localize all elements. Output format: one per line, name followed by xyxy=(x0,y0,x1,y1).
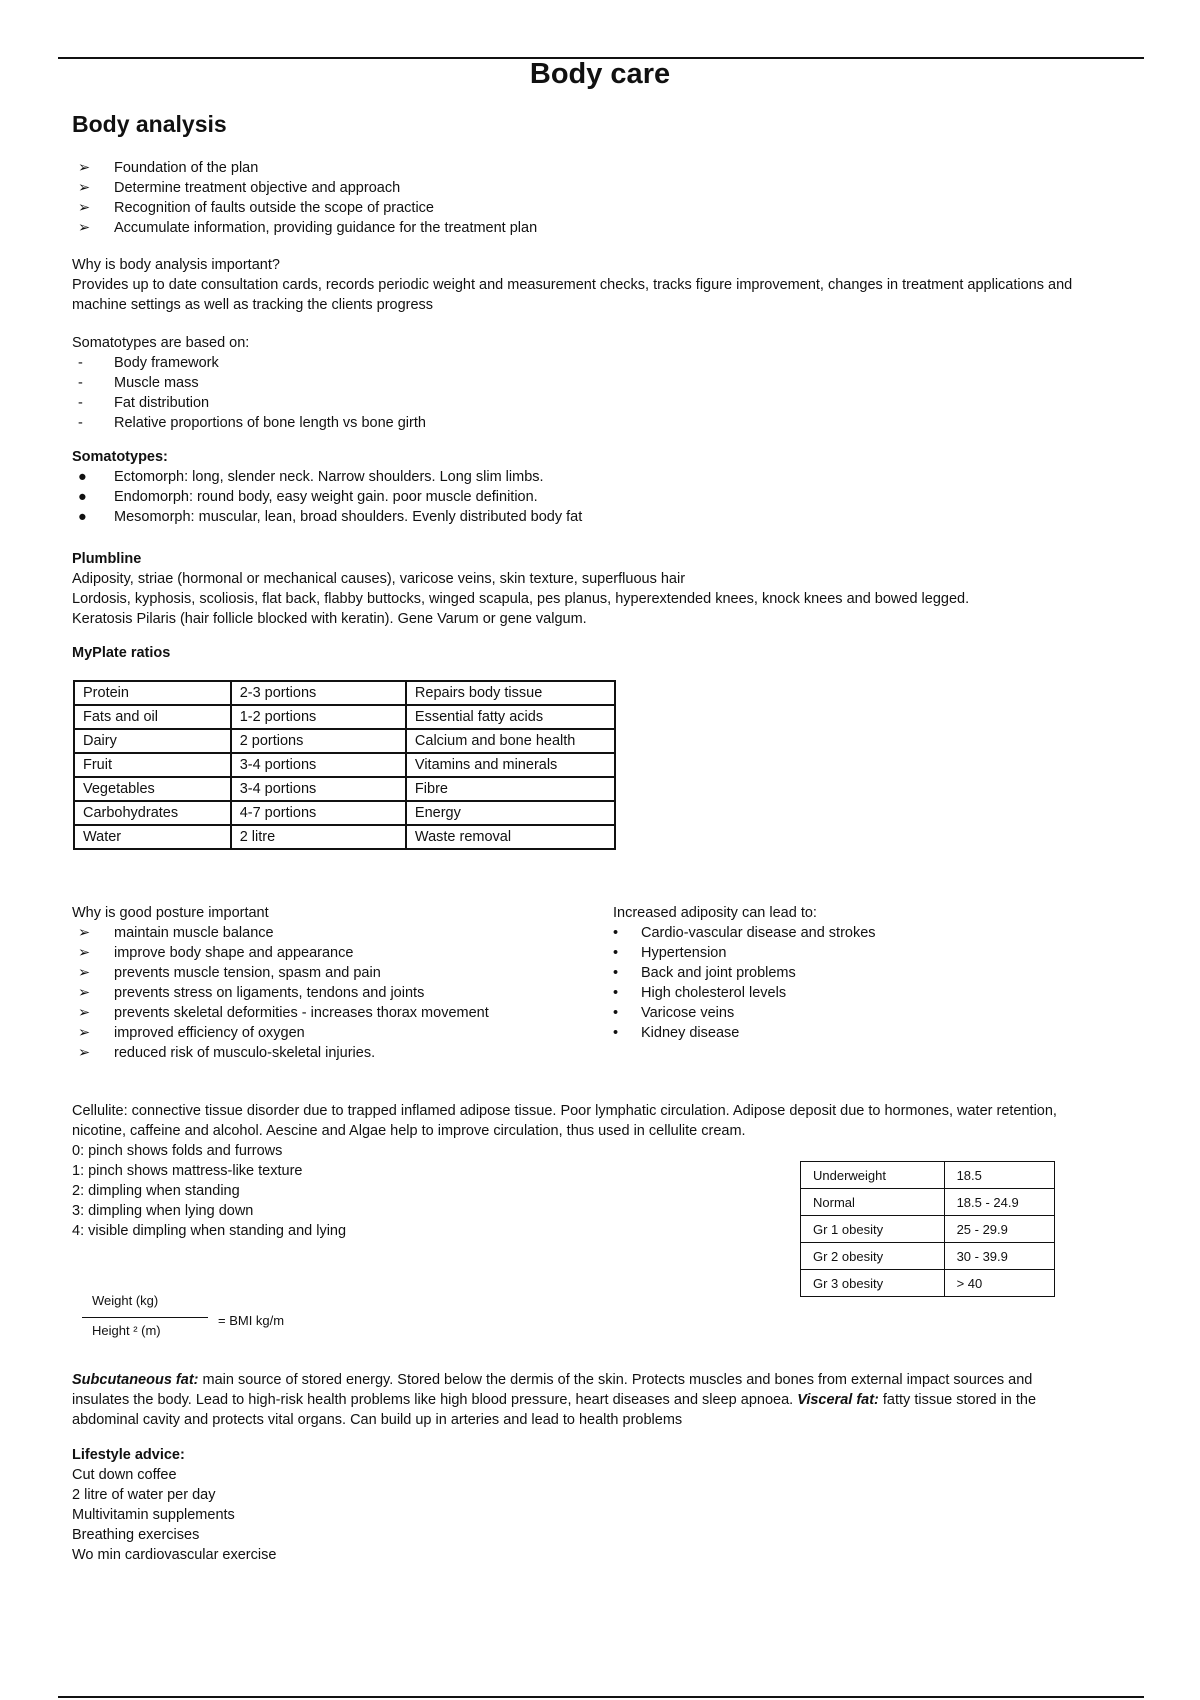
adiposity-block xyxy=(613,903,1113,1043)
list-item: • Kidney disease xyxy=(613,1025,740,1041)
table-cell: Underweight xyxy=(801,1162,945,1189)
dash-bullet-icon: - xyxy=(78,395,83,411)
lifestyle-item: Breathing exercises xyxy=(72,1527,200,1543)
table-row xyxy=(801,1189,1055,1216)
plumbline-heading: Plumbline xyxy=(72,551,142,567)
why-answer: Provides up to date consultation cards, records periodic weight and measurement checks, tracks figure improvement, changes in treatment applications and machine settings as well as tracking the clients progress xyxy=(72,277,1073,313)
document-title: Body care xyxy=(529,58,671,90)
table-cell: Essential fatty acids xyxy=(406,705,615,729)
table-row xyxy=(801,1216,1055,1243)
cellulite-grade: 4: visible dimpling when standing and lying xyxy=(72,1223,347,1239)
why-question: Why is body analysis important? xyxy=(72,257,280,273)
plumbline-line: Lordosis, kyphosis, scoliosis, flat back, flabby buttocks, winged scapula, pes planus, hyperextended knees, knock knees and bowed legged. xyxy=(72,591,970,607)
cellulite-grade: 0: pinch shows folds and furrows xyxy=(72,1143,283,1159)
cellulite-grade: 2: dimpling when standing xyxy=(72,1183,240,1199)
table-cell: 25 - 29.9 xyxy=(944,1216,1054,1243)
table-row xyxy=(74,825,615,849)
cellulite-grades xyxy=(72,1141,572,1241)
table-cell: Water xyxy=(74,825,231,849)
list-item: - Muscle mass xyxy=(78,375,199,391)
arrow-bullet-icon: ➢ xyxy=(78,985,91,1001)
intro-bullet-list xyxy=(72,158,1072,238)
arrow-bullet-icon: ➢ xyxy=(78,1025,91,1041)
list-item: • Cardio-vascular disease and strokes xyxy=(613,925,876,941)
somatotypes-heading: Somatotypes: xyxy=(72,449,168,465)
fat-paragraph xyxy=(72,1370,1082,1430)
arrow-bullet-icon: ➢ xyxy=(78,200,91,216)
dot-bullet-icon: • xyxy=(613,1025,619,1041)
arrow-bullet-icon: ➢ xyxy=(78,965,91,981)
arrow-bullet-icon: ➢ xyxy=(78,925,91,941)
dot-bullet-icon: • xyxy=(613,1005,619,1021)
dot-bullet-icon: • xyxy=(613,985,619,1001)
arrow-bullet-icon: ➢ xyxy=(78,160,91,176)
table-cell: Fats and oil xyxy=(74,705,231,729)
subcutaneous-fat-text: main source of stored energy. Stored below the dermis of the skin. Protects muscles and bones from external impact sources and insulates the body. Lead to high-risk health problems like high blood pressure, heart diseases and sleep apnoea. xyxy=(72,1372,1033,1408)
arrow-bullet-icon: ➢ xyxy=(78,945,91,961)
why-important-block xyxy=(72,255,1082,315)
dot-bullet-icon: ● xyxy=(78,469,87,485)
fraction-bar xyxy=(82,1317,208,1318)
table-row xyxy=(801,1243,1055,1270)
arrow-bullet-icon: ➢ xyxy=(78,180,91,196)
table-row xyxy=(801,1162,1055,1189)
lifestyle-item: Cut down coffee xyxy=(72,1467,177,1483)
somatotypes-block xyxy=(72,447,1072,527)
table-cell: Normal xyxy=(801,1189,945,1216)
table-cell: 2-3 portions xyxy=(231,681,406,705)
arrow-bullet-icon: ➢ xyxy=(78,220,91,236)
table-cell: 3-4 portions xyxy=(231,753,406,777)
bmi-table xyxy=(800,1161,1055,1297)
list-item: ➢ Accumulate information, providing guidance for the treatment plan xyxy=(78,220,538,236)
somatotype-basis-block xyxy=(72,333,1072,433)
plumbline-block xyxy=(72,549,1162,629)
list-item: • Varicose veins xyxy=(613,1005,735,1021)
cellulite-grade: 3: dimpling when lying down xyxy=(72,1203,254,1219)
table-cell: Energy xyxy=(406,801,615,825)
visceral-fat-text: fatty tissue stored in the abdominal cavity and protects vital organs. Can build up in arteries and lead to health problems xyxy=(72,1392,1037,1428)
table-cell: 2 litre xyxy=(231,825,406,849)
list-item: ➢ prevents skeletal deformities - increases thorax movement xyxy=(78,1005,489,1021)
table-cell: Protein xyxy=(74,681,231,705)
posture-heading: Why is good posture important xyxy=(72,905,269,921)
bmi-result: = BMI kg/m xyxy=(218,1313,285,1328)
list-item: ● Endomorph: round body, easy weight gain. poor muscle definition. xyxy=(78,489,538,505)
table-cell: Gr 2 obesity xyxy=(801,1243,945,1270)
table-cell: Vegetables xyxy=(74,777,231,801)
dash-bullet-icon: - xyxy=(78,375,83,391)
table-cell: Calcium and bone health xyxy=(406,729,615,753)
list-item: ➢ improved efficiency of oxygen xyxy=(78,1025,305,1041)
list-item: • High cholesterol levels xyxy=(613,985,787,1001)
visceral-fat-label: Visceral fat: xyxy=(797,1392,879,1408)
table-cell: > 40 xyxy=(944,1270,1054,1297)
dash-bullet-icon: - xyxy=(78,415,83,431)
table-cell: Gr 3 obesity xyxy=(801,1270,945,1297)
table-cell: 1-2 portions xyxy=(231,705,406,729)
table-cell: 18.5 - 24.9 xyxy=(944,1189,1054,1216)
table-row xyxy=(74,753,615,777)
table-row xyxy=(74,729,615,753)
subcutaneous-fat-label: Subcutaneous fat: xyxy=(72,1372,199,1388)
lifestyle-item: Wo min cardiovascular exercise xyxy=(72,1547,277,1563)
table-cell: Fruit xyxy=(74,753,231,777)
table-cell: 4-7 portions xyxy=(231,801,406,825)
list-item: - Relative proportions of bone length vs bone girth xyxy=(78,415,426,431)
table-row xyxy=(801,1270,1055,1297)
table-cell: 30 - 39.9 xyxy=(944,1243,1054,1270)
dot-bullet-icon: ● xyxy=(78,489,87,505)
list-item: ➢ Determine treatment objective and approach xyxy=(78,180,401,196)
table-row xyxy=(74,777,615,801)
section-title: Body analysis xyxy=(72,111,227,137)
table-row xyxy=(74,705,615,729)
lifestyle-heading: Lifestyle advice: xyxy=(72,1447,185,1463)
bmi-denominator: Height ² (m) xyxy=(92,1323,161,1338)
dot-bullet-icon: ● xyxy=(78,509,87,525)
lifestyle-item: 2 litre of water per day xyxy=(72,1487,216,1503)
adiposity-heading: Increased adiposity can lead to: xyxy=(613,905,817,921)
dot-bullet-icon: • xyxy=(613,925,619,941)
plumbline-line: Keratosis Pilaris (hair follicle blocked with keratin). Gene Varum or gene valgum. xyxy=(72,611,587,627)
table-cell: 2 portions xyxy=(231,729,406,753)
list-item: ➢ prevents stress on ligaments, tendons and joints xyxy=(78,985,425,1001)
dot-bullet-icon: • xyxy=(613,945,619,961)
list-item: - Body framework xyxy=(78,355,219,371)
list-item: ➢ prevents muscle tension, spasm and pain xyxy=(78,965,381,981)
posture-block xyxy=(72,903,612,1063)
list-item: ➢ Recognition of faults outside the scope of practice xyxy=(78,200,434,216)
plumbline-line: Adiposity, striae (hormonal or mechanical causes), varicose veins, skin texture, superfluous hair xyxy=(72,571,686,587)
list-item: ➢ improve body shape and appearance xyxy=(78,945,354,961)
list-item: ➢ maintain muscle balance xyxy=(78,925,274,941)
dash-bullet-icon: - xyxy=(78,355,83,371)
table-cell: Gr 1 obesity xyxy=(801,1216,945,1243)
list-item: • Hypertension xyxy=(613,945,727,961)
table-cell: Fibre xyxy=(406,777,615,801)
arrow-bullet-icon: ➢ xyxy=(78,1005,91,1021)
lifestyle-item: Multivitamin supplements xyxy=(72,1507,235,1523)
somatotype-basis-heading: Somatotypes are based on: xyxy=(72,335,250,351)
list-item: ● Mesomorph: muscular, lean, broad shoulders. Evenly distributed body fat xyxy=(78,509,583,525)
dot-bullet-icon: • xyxy=(613,965,619,981)
myplate-table xyxy=(73,680,616,850)
table-cell: Repairs body tissue xyxy=(406,681,615,705)
cellulite-intro: Cellulite: connective tissue disorder due to trapped inflamed adipose tissue. Poor lymphatic circulation. Adipose deposit due to hormones, water retention, nicotine, caffeine and alcohol. Aescine and Algae help to improve circulation, thus used in cellulite cream. xyxy=(72,1103,1057,1139)
table-cell: Dairy xyxy=(74,729,231,753)
table-cell: Vitamins and minerals xyxy=(406,753,615,777)
table-cell: 3-4 portions xyxy=(231,777,406,801)
cellulite-grade: 1: pinch shows mattress-like texture xyxy=(72,1163,303,1179)
table-cell: Carbohydrates xyxy=(74,801,231,825)
list-item: - Fat distribution xyxy=(78,395,210,411)
table-cell: 18.5 xyxy=(944,1162,1054,1189)
bmi-numerator: Weight (kg) xyxy=(92,1293,159,1308)
lifestyle-block xyxy=(72,1445,1072,1565)
bottom-rule xyxy=(58,1696,1144,1698)
table-row xyxy=(74,681,615,705)
table-cell: Waste removal xyxy=(406,825,615,849)
list-item: ● Ectomorph: long, slender neck. Narrow shoulders. Long slim limbs. xyxy=(78,469,544,485)
arrow-bullet-icon: ➢ xyxy=(78,1045,91,1061)
list-item: ➢ reduced risk of musculo-skeletal injuries. xyxy=(78,1045,376,1061)
myplate-heading: MyPlate ratios xyxy=(72,645,171,661)
list-item: ➢ Foundation of the plan xyxy=(78,160,259,176)
list-item: • Back and joint problems xyxy=(613,965,796,981)
table-row xyxy=(74,801,615,825)
